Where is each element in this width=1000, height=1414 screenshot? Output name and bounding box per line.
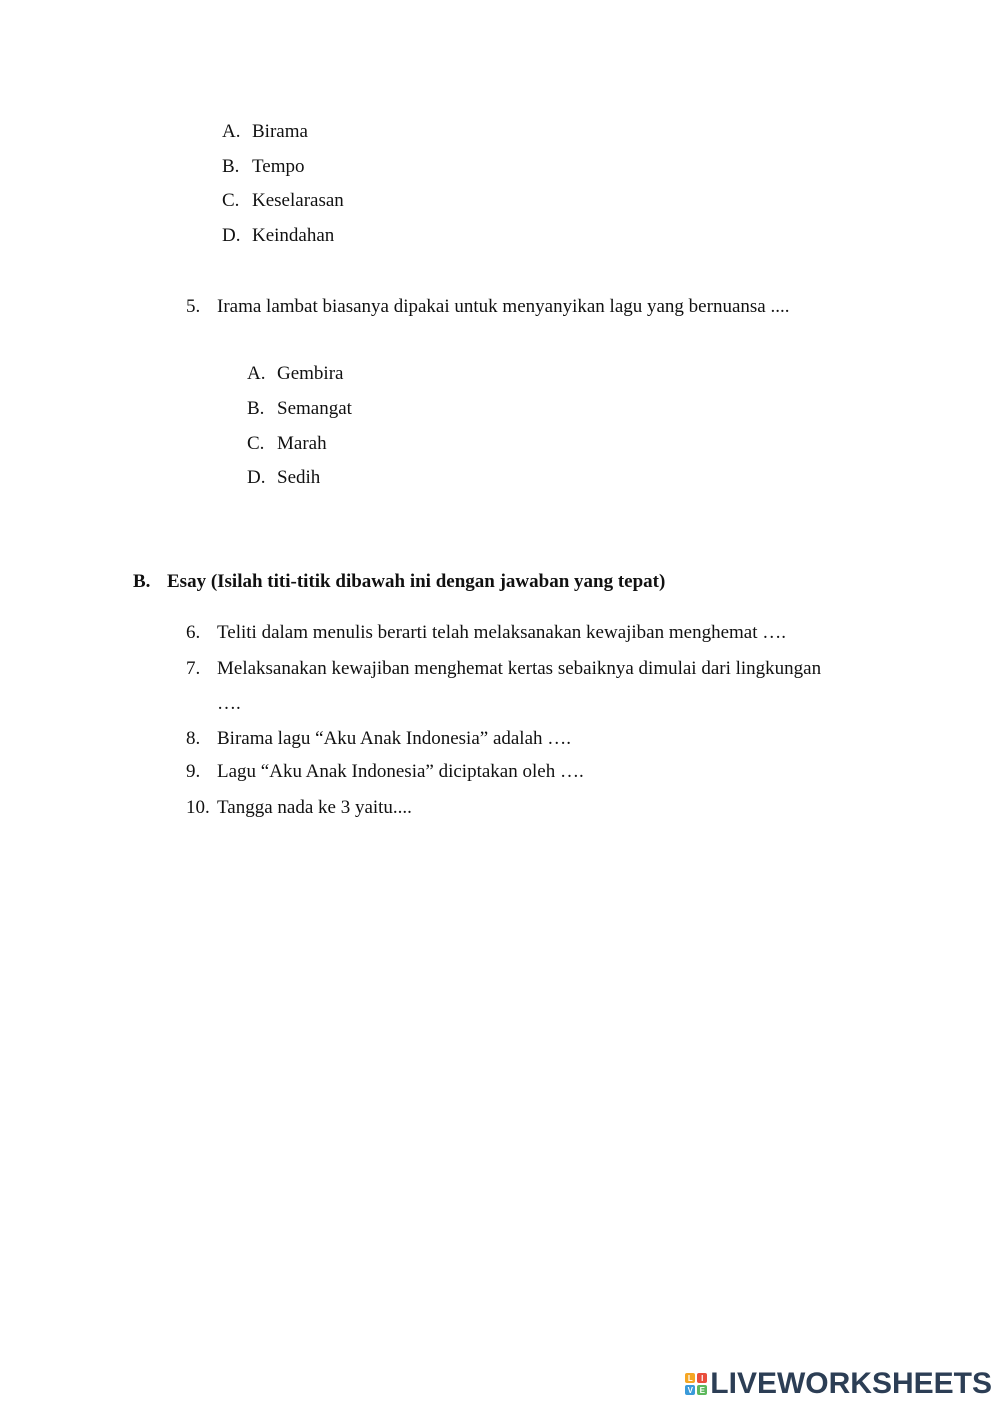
section-letter: B. xyxy=(133,571,151,592)
option-letter: B. xyxy=(247,398,265,419)
question-text-continuation: …. xyxy=(217,693,241,714)
question-number: 8. xyxy=(186,728,201,749)
essay-question-10 xyxy=(186,797,412,819)
option-text: Marah xyxy=(277,433,327,454)
option-letter: D. xyxy=(222,225,241,246)
question-number: 6. xyxy=(186,622,201,643)
option-letter: D. xyxy=(247,467,266,488)
logo-square: V xyxy=(685,1385,695,1395)
question-text: Teliti dalam menulis berarti telah melaksanakan kewajiban menghemat …. xyxy=(217,622,786,643)
question-text: Birama lagu “Aku Anak Indonesia” adalah …. xyxy=(217,728,572,749)
question-number: 9. xyxy=(186,761,201,782)
question-text: Irama lambat biasanya dipakai untuk menyanyikan lagu yang bernuansa .... xyxy=(217,296,790,317)
question-text: Melaksanakan kewajiban menghemat kertas sebaiknya dimulai dari lingkungan xyxy=(217,658,822,679)
q5-option-d xyxy=(247,467,320,489)
question-number: 7. xyxy=(186,658,201,679)
essay-question-7 xyxy=(186,658,821,680)
essay-question-6 xyxy=(186,622,786,644)
option-text: Sedih xyxy=(277,467,321,488)
q4-option-c xyxy=(222,190,344,212)
option-text: Gembira xyxy=(277,363,344,384)
option-letter: C. xyxy=(222,190,240,211)
question-text: Lagu “Aku Anak Indonesia” diciptakan oleh …. xyxy=(217,761,584,782)
essay-question-9 xyxy=(186,761,584,783)
option-text: Birama xyxy=(252,121,308,142)
logo-square: I xyxy=(697,1373,707,1383)
liveworksheets-brand xyxy=(684,1366,992,1402)
option-text: Keindahan xyxy=(252,225,335,246)
option-text: Tempo xyxy=(252,156,305,177)
q4-option-d xyxy=(222,225,334,247)
section-title: Esay (Isilah titi-titik dibawah ini dengan jawaban yang tepat) xyxy=(167,571,666,592)
q5-option-a xyxy=(247,363,343,385)
option-letter: B. xyxy=(222,156,240,177)
brand-name: LIVEWORKSHEETS xyxy=(710,1367,992,1400)
option-letter: A. xyxy=(222,121,241,142)
option-letter: A. xyxy=(247,363,266,384)
q5-option-b xyxy=(247,398,352,420)
option-text: Semangat xyxy=(277,398,352,419)
option-letter: C. xyxy=(247,433,265,454)
q4-option-b xyxy=(222,156,305,178)
question-number: 10. xyxy=(186,797,210,818)
option-text: Keselarasan xyxy=(252,190,344,211)
liveworksheets-logo-icon xyxy=(684,1372,708,1396)
q4-option-a xyxy=(222,121,308,143)
section-b-heading xyxy=(133,571,665,593)
question-number: 5. xyxy=(186,296,201,317)
logo-square: E xyxy=(697,1385,707,1395)
question-text: Tangga nada ke 3 yaitu.... xyxy=(217,797,412,818)
essay-question-7-continuation xyxy=(217,693,241,715)
q5-option-c xyxy=(247,433,327,455)
logo-square: L xyxy=(685,1373,695,1383)
essay-question-8 xyxy=(186,728,571,750)
question-5 xyxy=(186,296,789,318)
